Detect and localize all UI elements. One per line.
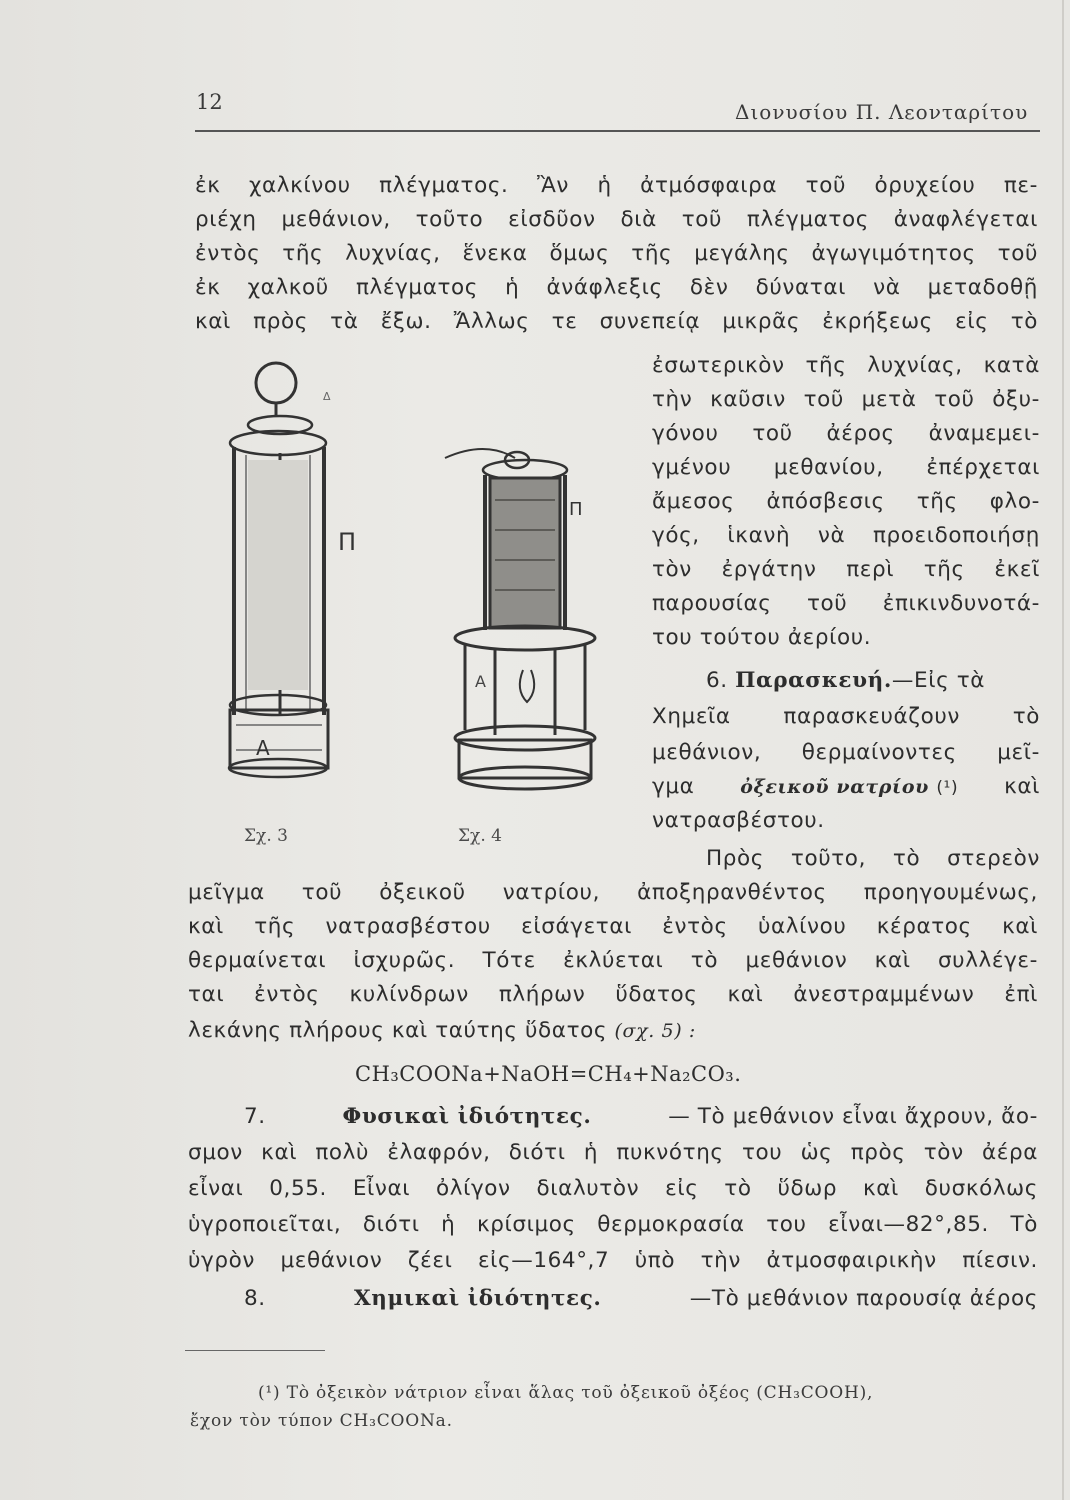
text-span: λεκάνης πλήρους καὶ ταύτης ὕδατος	[188, 1018, 608, 1043]
page-edge	[1062, 0, 1064, 1500]
body-line: ὑγρὸν μεθάνιον ζέει εἰς—164°,7 ὑπὸ τὴν ἀτμοσφαιρικὴν πίεσιν.	[188, 1248, 1038, 1273]
section-6-heading: Παρασκευή.	[735, 668, 892, 693]
page-number: 12	[196, 90, 223, 114]
body-line: γμένου μεθανίου, ἐπέρχεται	[652, 455, 1040, 480]
body-line: ται ἐντὸς κυλίνδρων πλήρων ὕδατος καὶ ἀνεστραμμένων ἐπὶ	[188, 982, 1038, 1007]
footnote-line: ἔχον τὸν τύπον CH₃COONa.	[190, 1411, 453, 1431]
section-8-line	[244, 1286, 1038, 1311]
section-8-number: 8.	[244, 1286, 266, 1311]
lamp-gauze-fill	[248, 460, 308, 690]
body-line: ἐκ χαλκίνου πλέγματος. Ἂν ἡ ἀτμόσφαιρα τοῦ ὀρυχείου πε-	[195, 173, 1038, 198]
chemical-equation: CH₃COONa+NaOH=CH₄+Na₂CO₃.	[355, 1062, 742, 1086]
label-pi: Π	[338, 528, 357, 556]
label-a: Α	[256, 736, 270, 760]
footnote-ref: (¹)	[936, 778, 959, 798]
body-line: ἐσωτερικὸν τῆς λυχνίας, κατὰ	[652, 353, 1040, 378]
body-line: θερμαίνεται ἰσχυρῶς. Τότε ἐκλύεται τὸ μεθάνιον καὶ συλλέγε-	[188, 948, 1038, 973]
body-line: ριέχη μεθάνιον, τοῦτο εἰσδῦον διὰ τοῦ πλέγματος ἀναφλέγεται	[195, 207, 1038, 232]
lamp-lower-ring	[455, 726, 595, 750]
label-a: Α	[475, 672, 486, 691]
footnote-line: (¹) Τὸ ὀξεικὸν νάτριον εἶναι ἅλας τοῦ ὀξεικοῦ ὀξέος (CH₃COOH),	[258, 1383, 874, 1403]
body-line: παρουσίας τοῦ ἐπικινδυνοτά-	[652, 591, 1040, 616]
body-line: σμον καὶ πολὺ ἐλαφρόν, διότι ἡ πυκνότης του ὡς πρὸς τὸν ἀέρα	[188, 1140, 1038, 1165]
lamp-flame	[520, 670, 534, 702]
body-line	[652, 774, 1040, 799]
body-line: τὸν ἐργάτην περὶ τῆς ἐκεῖ	[652, 557, 1040, 582]
figure-ref: (σχ. 5) :	[614, 1020, 696, 1042]
section-7-line	[244, 1104, 1038, 1129]
lamp-gallery-ring	[230, 695, 326, 715]
davy-lamp-figure	[220, 355, 370, 815]
body-line	[188, 1018, 696, 1043]
body-line: γός, ἱκανὴ νὰ προειδοποιήσῃ	[652, 523, 1040, 548]
lamp-base-bands	[236, 725, 322, 750]
body-line: Χημεῖα παρασκευάζουν τὸ	[652, 704, 1040, 729]
section-7-number: 7.	[244, 1104, 266, 1129]
italic-term	[740, 774, 958, 799]
label-delta: Δ	[323, 390, 331, 403]
body-line: ἐντὸς τῆς λυχνίας, ἕνεκα ὅμως τῆς μεγάλης ἀγωγιμότητος τοῦ	[195, 241, 1038, 266]
body-line: Πρὸς τοῦτο, τὸ στερεὸν	[706, 846, 1040, 871]
text-span: καὶ	[1004, 774, 1040, 799]
lamp-ring	[256, 363, 296, 403]
body-line: μεθάνιον, θερμαίνοντες μεῖ-	[652, 740, 1040, 765]
section-7-heading: Φυσικαὶ ἰδιότητες.	[342, 1104, 592, 1129]
body-line: γόνου τοῦ ἀέρος ἀναμεμει-	[652, 421, 1040, 446]
body-line: ἐκ χαλκοῦ πλέγματος ἡ ἀνάφλεξις δὲν δύναται νὰ μεταδοθῇ	[195, 275, 1038, 300]
section-8-rest: —Τὸ μεθάνιον παρουσίᾳ ἀέρος	[689, 1286, 1038, 1311]
body-line: ὑγροποιεῖται, διότι ἡ κρίσιμος θερμοκρασία του εἶναι—82°,85. Τὸ	[188, 1212, 1038, 1237]
italic-term-text: ὀξεικοῦ νατρίου	[740, 776, 929, 798]
body-line: νατρασβέστου.	[652, 808, 825, 833]
footnote-rule	[185, 1350, 325, 1351]
body-line: του τούτου ἀερίου.	[652, 625, 872, 650]
section-6-number: 6.	[706, 668, 728, 693]
safety-lamp-figure	[435, 440, 610, 820]
body-line: ἄμεσος ἀπόσβεσις τῆς φλο-	[652, 489, 1040, 514]
body-line: εἶναι 0,55. Εἶναι ὀλίγον διαλυτὸν εἰς τὸ ὕδωρ καὶ δυσκόλως	[188, 1176, 1038, 1201]
body-line: μεῖγμα τοῦ ὀξεικοῦ νατρίου, ἀποξηρανθέντος προηγουμένως,	[188, 880, 1038, 905]
section-6-line	[706, 668, 985, 693]
header-rule	[195, 130, 1040, 132]
section-6-rest: —Εἰς τὰ	[891, 668, 986, 693]
body-line: καὶ τῆς νατρασβέστου εἰσάγεται ἐντὸς ὑαλίνου κέρατος καὶ	[188, 914, 1038, 939]
label-pi: Π	[569, 499, 583, 520]
body-line: καὶ πρὸς τὰ ἔξω. Ἄλλως τε συνεπείᾳ μικρᾶς ἐκρήξεως εἰς τὸ	[195, 309, 1038, 334]
lamp-handle-wire	[445, 449, 515, 458]
figure-4-caption: Σχ. 4	[458, 826, 502, 846]
lamp-mid-ring	[455, 626, 595, 650]
running-head: Διονυσίου Π. Λεονταρίτου	[735, 100, 1029, 124]
section-7-rest: — Τὸ μεθάνιον εἶναι ἄχρουν, ἄο-	[668, 1104, 1038, 1129]
section-8-heading: Χημικαὶ ἰδιότητες.	[354, 1286, 602, 1311]
text-span: γμα	[652, 774, 695, 799]
body-line: τὴν καῦσιν τοῦ μετὰ τοῦ ὀξυ-	[652, 387, 1040, 412]
figure-3-caption: Σχ. 3	[244, 826, 288, 846]
